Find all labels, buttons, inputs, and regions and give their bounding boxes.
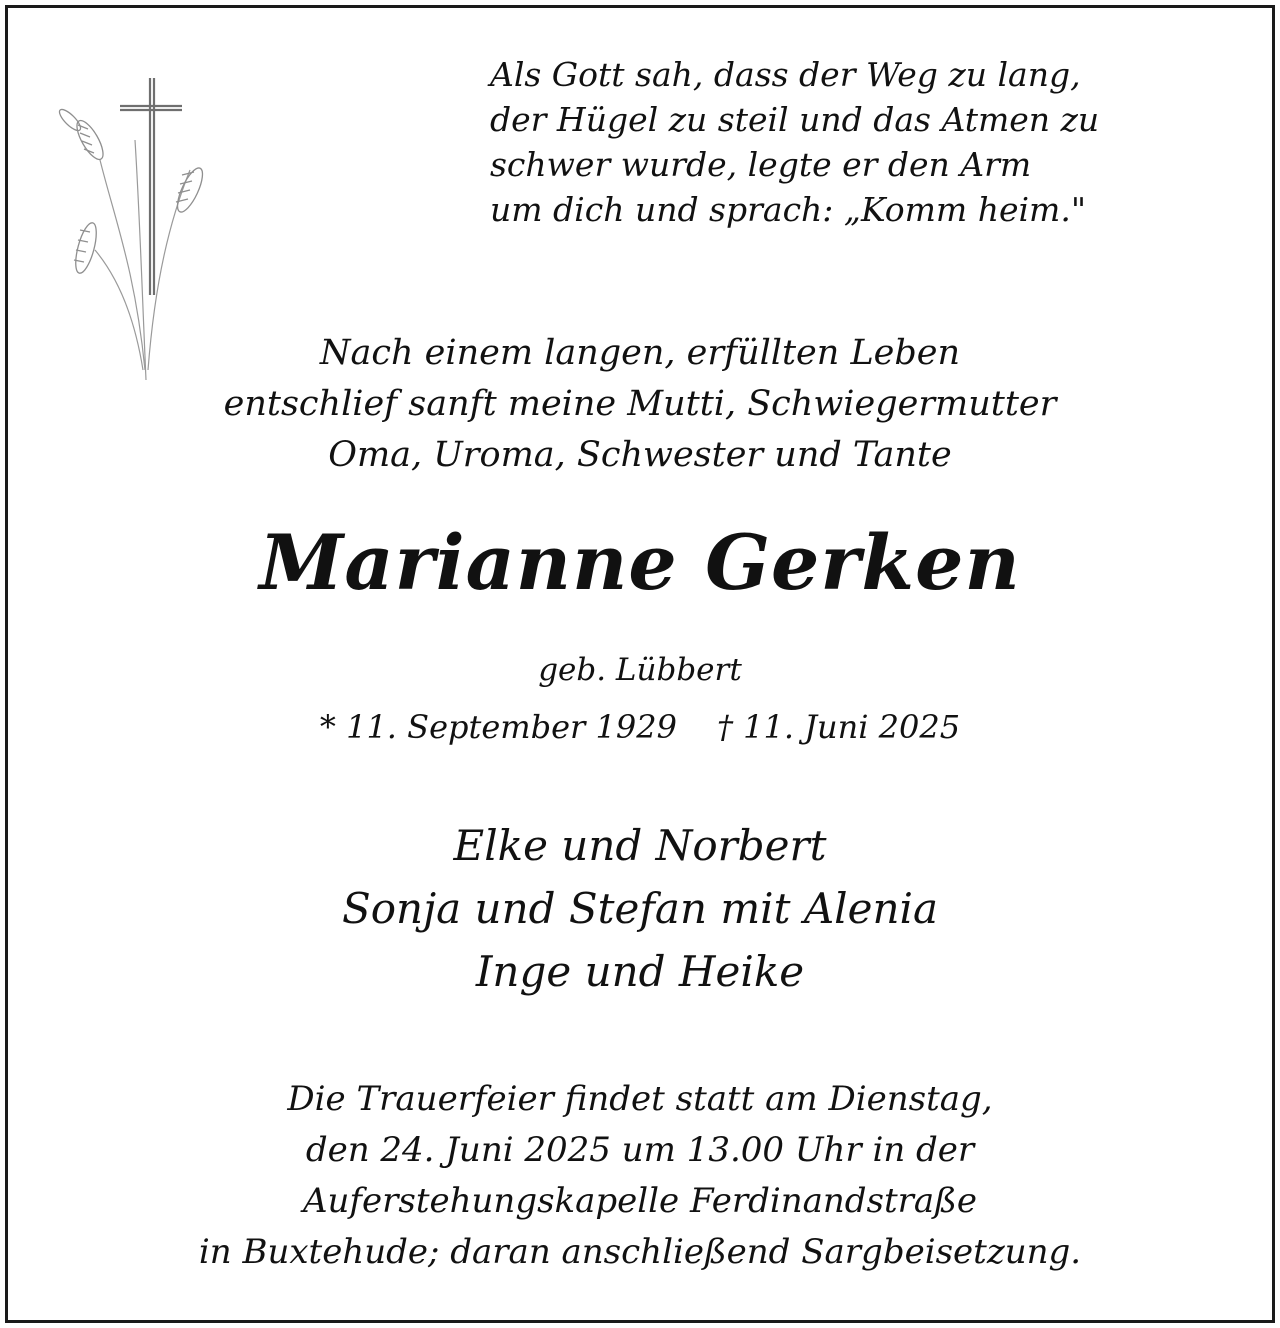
deceased-name: Marianne Gerken — [259, 518, 1021, 607]
poem-line: Als Gott sah, dass der Weg zu lang, — [490, 55, 1081, 94]
mourner-line: Sonja und Stefan mit Alenia — [342, 884, 938, 933]
intro-text — [0, 328, 1280, 481]
intro-line: Oma, Uroma, Schwester und Tante — [328, 435, 952, 475]
poem-line: schwer wurde, legte er den Arm — [490, 145, 1032, 184]
service-info — [0, 1074, 1280, 1278]
service-line: Auferstehungskapelle Ferdinandstraße — [302, 1181, 978, 1221]
intro-line: entschlief sanft meine Mutti, Schwiegermutter — [223, 384, 1057, 424]
poem — [490, 52, 1190, 232]
service-line: in Buxtehude; daran anschließend Sargbeisetzung. — [198, 1232, 1082, 1272]
mourner-line: Elke und Norbert — [453, 821, 827, 870]
maiden-name: geb. Lübbert — [538, 652, 742, 688]
mourner-line: Inge und Heike — [475, 947, 805, 996]
life-dates — [0, 704, 1280, 750]
poem-line: der Hügel zu steil und das Atmen zu — [490, 100, 1100, 139]
service-line: den 24. Juni 2025 um 13.00 Uhr in der — [305, 1130, 975, 1170]
service-line: Die Trauerfeier findet statt am Dienstag, — [287, 1079, 993, 1119]
mourners — [0, 814, 1280, 1003]
intro-line: Nach einem langen, erfüllten Leben — [319, 333, 961, 373]
poem-line: um dich und sprach: „Komm heim." — [490, 190, 1087, 229]
death-date: † 11. Juni 2025 — [716, 708, 961, 746]
birth-date: * 11. September 1929 — [319, 708, 677, 746]
